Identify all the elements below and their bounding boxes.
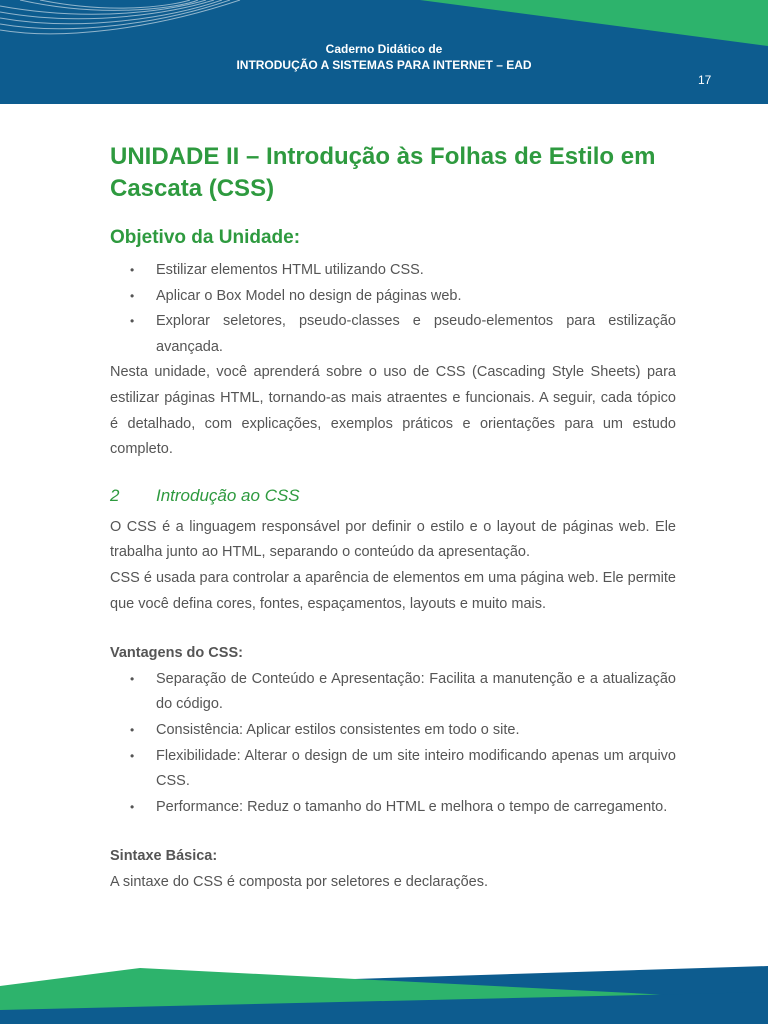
- page-header: [0, 0, 768, 104]
- advantages-heading: Vantagens do CSS:: [110, 645, 243, 662]
- list-item: • Estilizar elementos HTML utilizando CSS.: [110, 258, 676, 284]
- section-title: Introdução ao CSS: [156, 485, 300, 505]
- syntax-paragraph: A sintaxe do CSS é composta por seletores e declarações.: [110, 873, 489, 890]
- list-item: • Performance: Reduz o tamanho do HTML e melhora o tempo de carregamento.: [110, 795, 676, 821]
- objective-list: [110, 258, 676, 360]
- page-number: 17: [698, 73, 712, 87]
- objective-heading: Objetivo da Unidade:: [110, 227, 301, 248]
- list-item: • Consistência: Aplicar estilos consistentes em todo o site.: [110, 718, 676, 744]
- unit-intro-paragraph: Nesta unidade, você aprenderá sobre o uso de CSS (Cascading Style Sheets) para estilizar páginas HTML, tornando-as mais atraentes e funcionais. A seguir, cada tópico é detalhado, com explicações, exemplos práticos e orientações para um estudo completo.: [110, 364, 676, 458]
- list-item: • Flexibilidade: Alterar o design de um site inteiro modificando apenas um arquivo CSS.: [110, 744, 676, 795]
- bullet-icon: •: [130, 722, 135, 737]
- page-footer: [0, 930, 768, 1024]
- section-heading: [110, 484, 676, 508]
- bullet-icon: •: [130, 748, 135, 763]
- bullet-icon: •: [130, 263, 135, 277]
- list-item: • Explorar seletores, pseudo-classes e pseudo-elementos para estilização avançada.: [110, 309, 676, 360]
- section-paragraph: O CSS é a linguagem responsável por definir o estilo e o layout de páginas web. Ele trabalha junto ao HTML, separando o conteúdo da apresentação.: [110, 518, 676, 561]
- section-number: 2: [110, 485, 120, 505]
- bullet-icon: •: [130, 799, 135, 814]
- unit-title: UNIDADE II – Introdução às Folhas de Estilo em Cascata (CSS): [110, 143, 656, 202]
- header-line-2: INTRODUÇÃO A SISTEMAS PARA INTERNET – EAD: [236, 58, 532, 72]
- bullet-icon: •: [130, 671, 135, 686]
- bullet-icon: •: [130, 288, 135, 303]
- advantages-list: [110, 667, 676, 821]
- footer-decoration: [0, 930, 768, 1024]
- page-content: [110, 141, 676, 895]
- list-item: • Aplicar o Box Model no design de páginas web.: [110, 284, 676, 310]
- section-paragraph: CSS é usada para controlar a aparência de elementos em uma página web. Ele permite que você defina cores, fontes, espaçamentos, layouts e muito mais.: [110, 569, 676, 612]
- list-item: • Separação de Conteúdo e Apresentação: Facilita a manutenção e a atualização do código.: [110, 667, 676, 718]
- syntax-heading: Sintaxe Básica:: [110, 848, 218, 865]
- bullet-icon: •: [130, 314, 135, 329]
- header-line-1: Caderno Didático de: [325, 42, 443, 56]
